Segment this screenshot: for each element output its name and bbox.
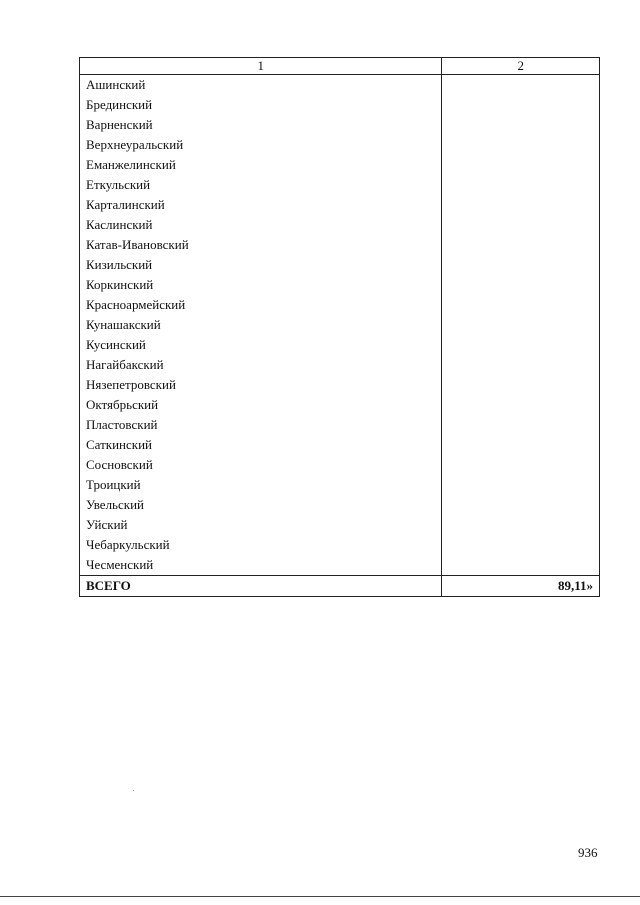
table-row [80,515,600,535]
table-row [80,335,600,355]
column-header-1: 1 [80,58,442,75]
value-cell [442,515,600,535]
district-name-cell: Варненский [80,115,442,135]
table-row [80,475,600,495]
table-row [80,275,600,295]
table-row [80,215,600,235]
district-name-cell: Кизильский [80,255,442,275]
table-row [80,355,600,375]
header-row [80,58,600,75]
value-cell [442,495,600,515]
table-row [80,415,600,435]
value-cell [442,175,600,195]
value-cell [442,295,600,315]
value-cell [442,255,600,275]
value-cell [442,535,600,555]
district-name-cell: Кунашакский [80,315,442,335]
value-cell [442,315,600,335]
district-name-cell: Уйский [80,515,442,535]
district-name-cell: Еткульский [80,175,442,195]
value-cell [442,415,600,435]
table-row [80,555,600,576]
value-cell [442,555,600,576]
value-cell [442,335,600,355]
district-name-cell: Брединский [80,95,442,115]
value-cell [442,235,600,255]
district-name-cell: Каслинский [80,215,442,235]
value-cell [442,155,600,175]
table-row [80,375,600,395]
district-name-cell: Катав-Ивановский [80,235,442,255]
table-row [80,155,600,175]
district-name-cell: Нагайбакский [80,355,442,375]
district-name-cell: Еманжелинский [80,155,442,175]
table-row [80,135,600,155]
table-row [80,75,600,96]
table-row [80,435,600,455]
district-name-cell: Ашинский [80,75,442,96]
value-cell [442,375,600,395]
total-row [80,576,600,597]
table-row [80,535,600,555]
table-row [80,255,600,275]
district-name-cell: Октябрьский [80,395,442,415]
districts-table [79,57,600,597]
value-cell [442,215,600,235]
total-label: ВСЕГО [80,576,442,597]
district-name-cell: Увельский [80,495,442,515]
district-name-cell: Кусинский [80,335,442,355]
value-cell [442,195,600,215]
district-name-cell: Чебаркульский [80,535,442,555]
district-name-cell: Троицкий [80,475,442,495]
value-cell [442,395,600,415]
district-name-cell: Сосновский [80,455,442,475]
bottom-rule [0,896,640,897]
district-name-cell: Красноармейский [80,295,442,315]
value-cell [442,135,600,155]
value-cell [442,275,600,295]
district-name-cell: Коркинский [80,275,442,295]
value-cell [442,435,600,455]
scan-speck [133,790,134,791]
value-cell [442,455,600,475]
table-row [80,195,600,215]
table-row [80,455,600,475]
district-name-cell: Карталинский [80,195,442,215]
table-row [80,395,600,415]
table-row [80,495,600,515]
table-row [80,295,600,315]
table-row [80,235,600,255]
table-row [80,115,600,135]
total-value: 89,11» [442,576,600,597]
district-name-cell: Нязепетровский [80,375,442,395]
value-cell [442,355,600,375]
district-name-cell: Верхнеуральский [80,135,442,155]
district-name-cell: Чесменский [80,555,442,576]
table-row [80,95,600,115]
district-name-cell: Саткинский [80,435,442,455]
table-row [80,315,600,335]
table-body [80,75,600,576]
value-cell [442,95,600,115]
table-row [80,175,600,195]
value-cell [442,75,600,96]
page-number: 936 [578,845,598,860]
value-cell [442,115,600,135]
value-cell [442,475,600,495]
column-header-2: 2 [442,58,600,75]
district-name-cell: Пластовский [80,415,442,435]
